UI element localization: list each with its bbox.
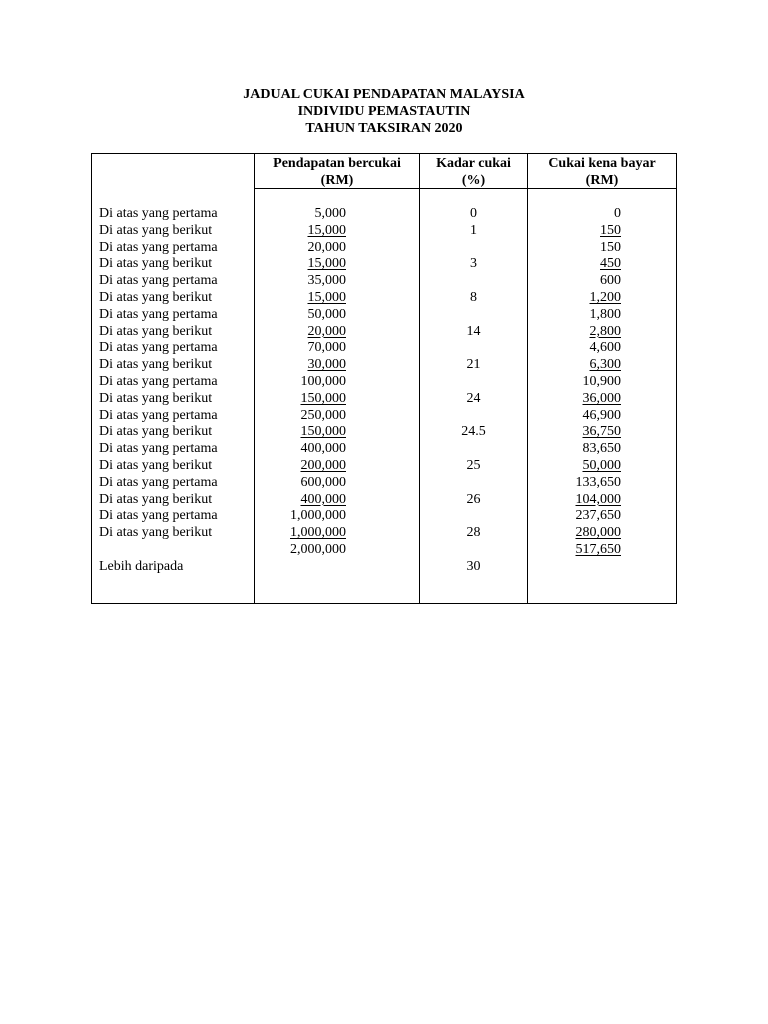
table-row <box>92 491 676 508</box>
header-rate <box>420 155 527 189</box>
chargeable-income-cell: 1,000,000 <box>290 508 346 524</box>
document-title <box>0 86 768 137</box>
tax-payable-cell: 1,800 <box>589 306 621 322</box>
title-line-2: INDIVIDU PEMASTAUTIN <box>297 104 471 119</box>
tax-payable-cell: 450 <box>600 256 621 272</box>
chargeable-income-cell: 150,000 <box>300 390 346 406</box>
tax-rate-cell: 26 <box>466 491 481 507</box>
row-label: Di atas yang pertama <box>99 374 218 389</box>
chargeable-income-cell: 15,000 <box>307 290 346 305</box>
row-label: Di atas yang berikut <box>99 424 213 440</box>
table-row <box>92 356 676 373</box>
table-row <box>92 323 676 340</box>
row-label: Di atas yang berikut <box>99 323 213 339</box>
tax-rate-cell: 24.5 <box>461 424 486 440</box>
table-row <box>92 255 676 272</box>
tax-rate-cell: 14 <box>466 323 481 339</box>
chargeable-income-cell: 50,000 <box>307 306 346 322</box>
row-label: Di atas yang pertama <box>99 206 218 221</box>
row-label: Di atas yang berikut <box>99 458 213 473</box>
chargeable-income-cell: 100,000 <box>300 374 346 389</box>
chargeable-income-cell: 150,000 <box>300 424 346 440</box>
row-label: Di atas yang pertama <box>99 508 218 524</box>
row-label: Di atas yang berikut <box>99 390 213 406</box>
tax-payable-cell: 0 <box>614 206 621 221</box>
table-row <box>92 541 676 558</box>
header-tax-title: Cukai kena bayar <box>548 156 656 171</box>
tax-rate-cell: 30 <box>466 558 481 574</box>
table-row <box>92 507 676 524</box>
row-label: Di atas yang berikut <box>99 290 213 305</box>
header-income-title: Pendapatan bercukai <box>273 156 401 171</box>
table-row <box>92 289 676 306</box>
chargeable-income-cell: 5,000 <box>314 206 346 221</box>
tax-payable-cell: 237,650 <box>575 508 621 524</box>
table-row <box>92 272 676 289</box>
chargeable-income-cell: 400,000 <box>300 491 346 507</box>
tax-payable-cell: 2,800 <box>589 323 621 339</box>
table-row <box>92 474 676 491</box>
table-row <box>92 306 676 323</box>
row-label: Lebih daripada <box>99 558 184 574</box>
title-line-1: JADUAL CUKAI PENDAPATAN MALAYSIA <box>243 87 525 102</box>
table-row <box>92 390 676 407</box>
table-row <box>92 222 676 239</box>
tax-payable-cell: 6,300 <box>589 357 621 373</box>
tax-payable-cell: 280,000 <box>575 525 621 541</box>
tax-payable-cell: 83,650 <box>582 441 621 457</box>
table-row <box>92 558 676 575</box>
table-row <box>92 423 676 440</box>
tax-payable-cell: 1,200 <box>589 290 621 305</box>
row-label: Di atas yang pertama <box>99 474 218 490</box>
chargeable-income-cell: 20,000 <box>307 323 346 339</box>
row-label: Di atas yang pertama <box>99 306 218 322</box>
chargeable-income-cell: 400,000 <box>300 441 346 457</box>
tax-rate-cell: 0 <box>470 206 477 221</box>
header-rate-unit: (%) <box>461 173 486 188</box>
row-label: Di atas yang pertama <box>99 239 218 255</box>
table-row <box>92 339 676 356</box>
chargeable-income-cell: 70,000 <box>307 340 346 356</box>
chargeable-income-cell: 250,000 <box>300 407 346 423</box>
header-tax-unit: (RM) <box>585 173 619 188</box>
table-row <box>92 440 676 457</box>
tax-rate-cell: 1 <box>470 222 477 238</box>
row-label: Di atas yang berikut <box>99 256 213 272</box>
row-label: Di atas yang berikut <box>99 222 213 238</box>
row-label: Di atas yang pertama <box>99 407 218 423</box>
table-row <box>92 407 676 424</box>
header-rate-title: Kadar cukai <box>436 156 511 171</box>
chargeable-income-cell: 35,000 <box>307 273 346 289</box>
tax-rate-cell: 21 <box>466 357 481 373</box>
tax-payable-cell: 4,600 <box>589 340 621 356</box>
chargeable-income-cell: 200,000 <box>300 458 346 473</box>
header-tax <box>528 155 676 189</box>
header-income <box>255 155 419 189</box>
tax-rate-cell: 24 <box>466 390 481 406</box>
row-label: Di atas yang pertama <box>99 340 218 356</box>
tax-payable-cell: 36,750 <box>582 424 621 440</box>
chargeable-income-cell: 1,000,000 <box>290 525 346 541</box>
chargeable-income-cell: 15,000 <box>307 256 346 272</box>
tax-rate-table <box>91 153 677 604</box>
tax-payable-cell: 600 <box>600 273 621 289</box>
chargeable-income-cell: 15,000 <box>307 222 346 238</box>
table-row <box>92 457 676 474</box>
tax-payable-cell: 517,650 <box>575 542 621 557</box>
row-label: Di atas yang berikut <box>99 357 213 373</box>
tax-payable-cell: 150 <box>600 239 621 255</box>
tax-rate-cell: 25 <box>466 458 481 473</box>
chargeable-income-cell: 2,000,000 <box>290 542 346 557</box>
chargeable-income-cell: 30,000 <box>307 357 346 373</box>
table-row <box>92 239 676 256</box>
header-income-unit: (RM) <box>320 173 354 188</box>
title-line-3: TAHUN TAKSIRAN 2020 <box>305 121 463 136</box>
table-row <box>92 205 676 222</box>
tax-payable-cell: 133,650 <box>575 474 621 490</box>
row-label: Di atas yang pertama <box>99 441 218 457</box>
tax-payable-cell: 50,000 <box>582 458 621 473</box>
tax-payable-cell: 46,900 <box>582 407 621 423</box>
table-row <box>92 524 676 541</box>
tax-rate-cell: 3 <box>470 256 477 272</box>
table-row <box>92 373 676 390</box>
tax-payable-cell: 104,000 <box>575 491 621 507</box>
row-label: Di atas yang berikut <box>99 491 213 507</box>
chargeable-income-cell: 600,000 <box>300 474 346 490</box>
tax-payable-cell: 36,000 <box>582 390 621 406</box>
row-label: Di atas yang pertama <box>99 273 218 289</box>
tax-payable-cell: 10,900 <box>582 374 621 389</box>
tax-payable-cell: 150 <box>600 222 621 238</box>
chargeable-income-cell: 20,000 <box>307 239 346 255</box>
tax-rate-cell: 28 <box>466 525 481 541</box>
tax-rate-cell: 8 <box>470 290 477 305</box>
row-label: Di atas yang berikut <box>99 525 213 541</box>
